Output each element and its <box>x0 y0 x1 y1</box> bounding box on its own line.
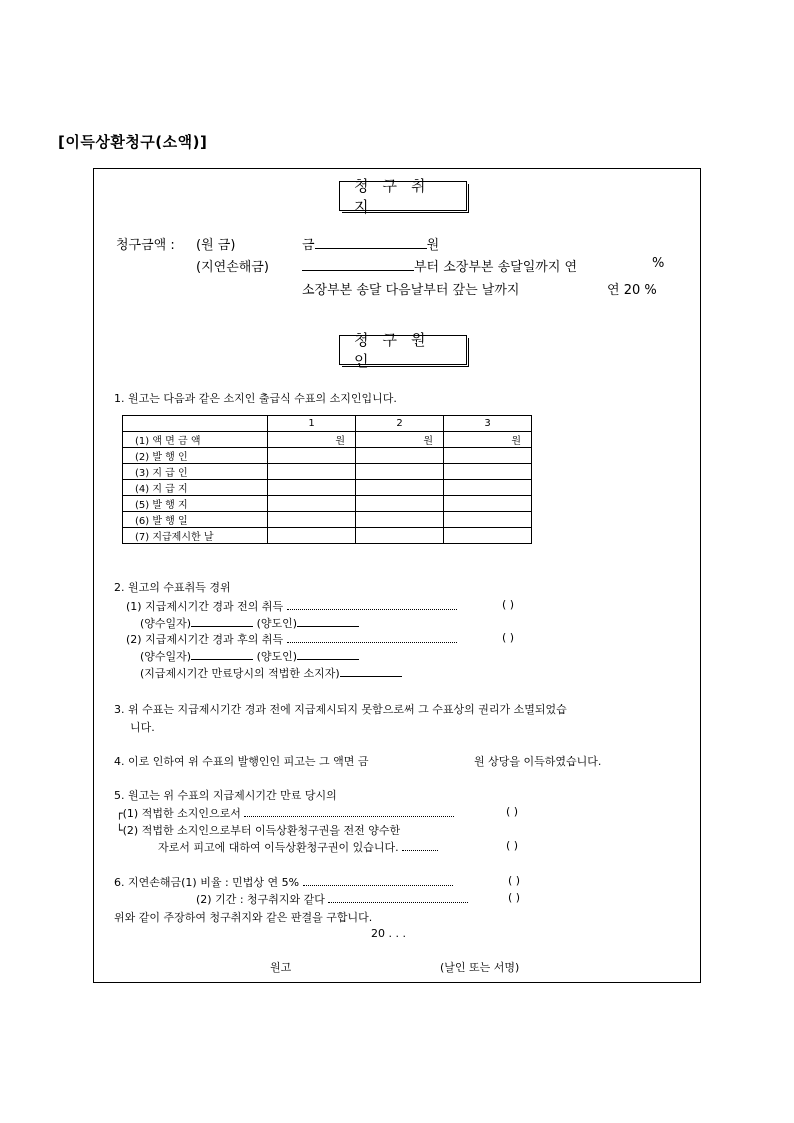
row-label: (6) 발 행 일 <box>123 511 268 527</box>
table-cell[interactable] <box>356 479 444 495</box>
plaintiff-label: 원고 <box>270 961 292 974</box>
closing-statement: 위와 같이 주장하여 청구취지와 같은 판결을 구합니다. <box>114 911 373 924</box>
claim-purpose-heading-text: 청구취지 <box>354 177 440 216</box>
delay-label: (지연손해금) <box>196 260 269 275</box>
item-6-line1-text: 6. 지연손해금(1) 비율 : 민법상 연 5% <box>114 876 300 889</box>
cheque-table <box>122 415 532 544</box>
date-line[interactable]: 20 . . . <box>371 927 406 940</box>
leader-dots <box>402 843 438 851</box>
table-row <box>123 431 532 447</box>
delay-text: 부터 소장부본 송달일까지 연 <box>414 260 578 275</box>
delay-line <box>302 256 577 275</box>
row-label: (7) 지급제시한 날 <box>123 527 268 543</box>
transferor-label: (양도인) <box>256 650 298 663</box>
table-cell[interactable] <box>444 495 532 511</box>
item-3-line2: 니다. <box>130 721 155 734</box>
transfer-date-label: (양수일자) <box>140 650 192 663</box>
transfer-date-blank[interactable] <box>191 616 253 627</box>
item-4-a: 4. 이로 인하여 위 수표의 발행인인 피고는 그 액면 금 <box>114 755 369 768</box>
row-label: (3) 지 급 인 <box>123 463 268 479</box>
leader-dots <box>244 809 454 817</box>
table-cell[interactable] <box>356 447 444 463</box>
item-6-line1-check[interactable]: ( ) <box>508 874 521 887</box>
table-row <box>123 463 532 479</box>
item-2-sub2 <box>126 631 457 647</box>
item-5-sub2-cont <box>158 839 438 855</box>
table-cell[interactable] <box>268 447 356 463</box>
item-5-sub1-text: ┌(1) 적법한 소지인으로서 <box>116 807 241 820</box>
claim-amount-label: 청구금액 : <box>116 238 175 253</box>
table-header-blank <box>123 416 268 432</box>
column-header: 3 <box>444 416 532 432</box>
table-cell[interactable] <box>356 511 444 527</box>
item-3-line1: 3. 위 수표는 지급제시기간 경과 전에 지급제시되지 못함으로써 그 수표상의 권리가 소멸되었습 <box>114 703 567 716</box>
item-2-sub2-text: (2) 지급제시기간 경과 후의 취득 <box>126 633 284 646</box>
table-cell[interactable] <box>444 447 532 463</box>
table-cell[interactable]: 원 <box>444 431 532 447</box>
item-5-sub2-check[interactable]: ( ) <box>506 839 519 852</box>
leader-dots <box>287 635 457 643</box>
table-cell[interactable] <box>356 527 444 543</box>
lawful-holder-label: (지급제시기간 만료당시의 적법한 소지자) <box>140 667 340 680</box>
table-row <box>123 511 532 527</box>
item-2-sub1 <box>126 598 457 614</box>
item-2-sub1-check[interactable]: ( ) <box>502 598 515 611</box>
claim-purpose-heading <box>339 177 467 216</box>
delay-start-blank[interactable] <box>302 260 414 271</box>
row-label: (1) 액 면 금 액 <box>123 431 268 447</box>
claim-cause-heading <box>339 331 467 370</box>
item-5-sub1-check[interactable]: ( ) <box>506 805 519 818</box>
table-cell[interactable] <box>356 463 444 479</box>
table-row <box>123 479 532 495</box>
claim-line3-rate: 연 20 % <box>607 283 657 298</box>
table-cell[interactable] <box>356 495 444 511</box>
item-1: 1. 원고는 다음과 같은 소지인 출급식 수표의 소지인입니다. <box>114 392 397 405</box>
transferor-blank[interactable] <box>297 649 359 660</box>
item-6-line2 <box>196 891 468 907</box>
table-cell[interactable] <box>268 511 356 527</box>
item-6-line2-text: (2) 기간 : 청구취지와 같다 <box>196 893 325 906</box>
item-4-b: 원 상당을 이득하였습니다. <box>474 755 602 768</box>
principal-label: (원 금) <box>196 238 236 253</box>
seal-label[interactable]: (날인 또는 서명) <box>440 961 520 974</box>
item-6-line2-check[interactable]: ( ) <box>508 891 521 904</box>
leader-dots <box>303 878 453 886</box>
item-2-sub2-detail <box>140 648 359 664</box>
principal-amount-blank[interactable] <box>315 238 427 249</box>
table-cell[interactable] <box>444 511 532 527</box>
table-cell[interactable] <box>268 495 356 511</box>
table-cell[interactable]: 원 <box>268 431 356 447</box>
table-header-row <box>123 416 532 432</box>
principal-suffix: 원 <box>426 238 440 253</box>
lawful-holder-blank[interactable] <box>340 666 402 677</box>
table-cell[interactable] <box>444 527 532 543</box>
principal-line <box>302 234 439 253</box>
table-cell[interactable] <box>268 479 356 495</box>
item-2-sub1-text: (1) 지급제시기간 경과 전의 취득 <box>126 600 284 613</box>
table-row <box>123 495 532 511</box>
item-5-sub2-cont-text: 자로서 피고에 대하여 이득상환청구권이 있습니다. <box>158 841 399 854</box>
claim-line3: 소장부본 송달 다음날부터 갚는 날까지 <box>302 283 520 298</box>
item-2-heading: 2. 원고의 수표취득 경위 <box>114 581 231 594</box>
table-cell[interactable] <box>444 463 532 479</box>
item-2-sub1-detail <box>140 615 359 631</box>
item-5-sub1 <box>116 805 454 821</box>
row-label: (4) 지 급 지 <box>123 479 268 495</box>
delay-pct: % <box>652 256 665 271</box>
item-2-sub2-check[interactable]: ( ) <box>502 631 515 644</box>
leader-dots <box>287 602 457 610</box>
table-cell[interactable] <box>268 527 356 543</box>
claim-cause-heading-text: 청구원인 <box>354 331 440 370</box>
row-label: (2) 발 행 인 <box>123 447 268 463</box>
principal-prefix: 금 <box>302 238 315 253</box>
transfer-date-label: (양수일자) <box>140 617 192 630</box>
table-cell[interactable] <box>444 479 532 495</box>
column-header: 1 <box>268 416 356 432</box>
table-row <box>123 527 532 543</box>
transferor-label: (양도인) <box>256 617 298 630</box>
item-6-line1 <box>114 874 453 890</box>
item-5-heading: 5. 원고는 위 수표의 지급제시기간 만료 당시의 <box>114 789 337 802</box>
table-cell[interactable]: 원 <box>356 431 444 447</box>
page-title: [이득상환청구(소액)] <box>58 133 208 151</box>
table-row <box>123 447 532 463</box>
row-label: (5) 발 행 지 <box>123 495 268 511</box>
table-cell[interactable] <box>268 463 356 479</box>
item-5-sub2: └(2) 적법한 소지인으로부터 이득상환청구권을 전전 양수한 <box>116 824 401 837</box>
transferor-blank[interactable] <box>297 616 359 627</box>
column-header: 2 <box>356 416 444 432</box>
transfer-date-blank[interactable] <box>191 649 253 660</box>
item-2-sub2-holder <box>140 665 402 681</box>
leader-dots <box>328 895 468 903</box>
